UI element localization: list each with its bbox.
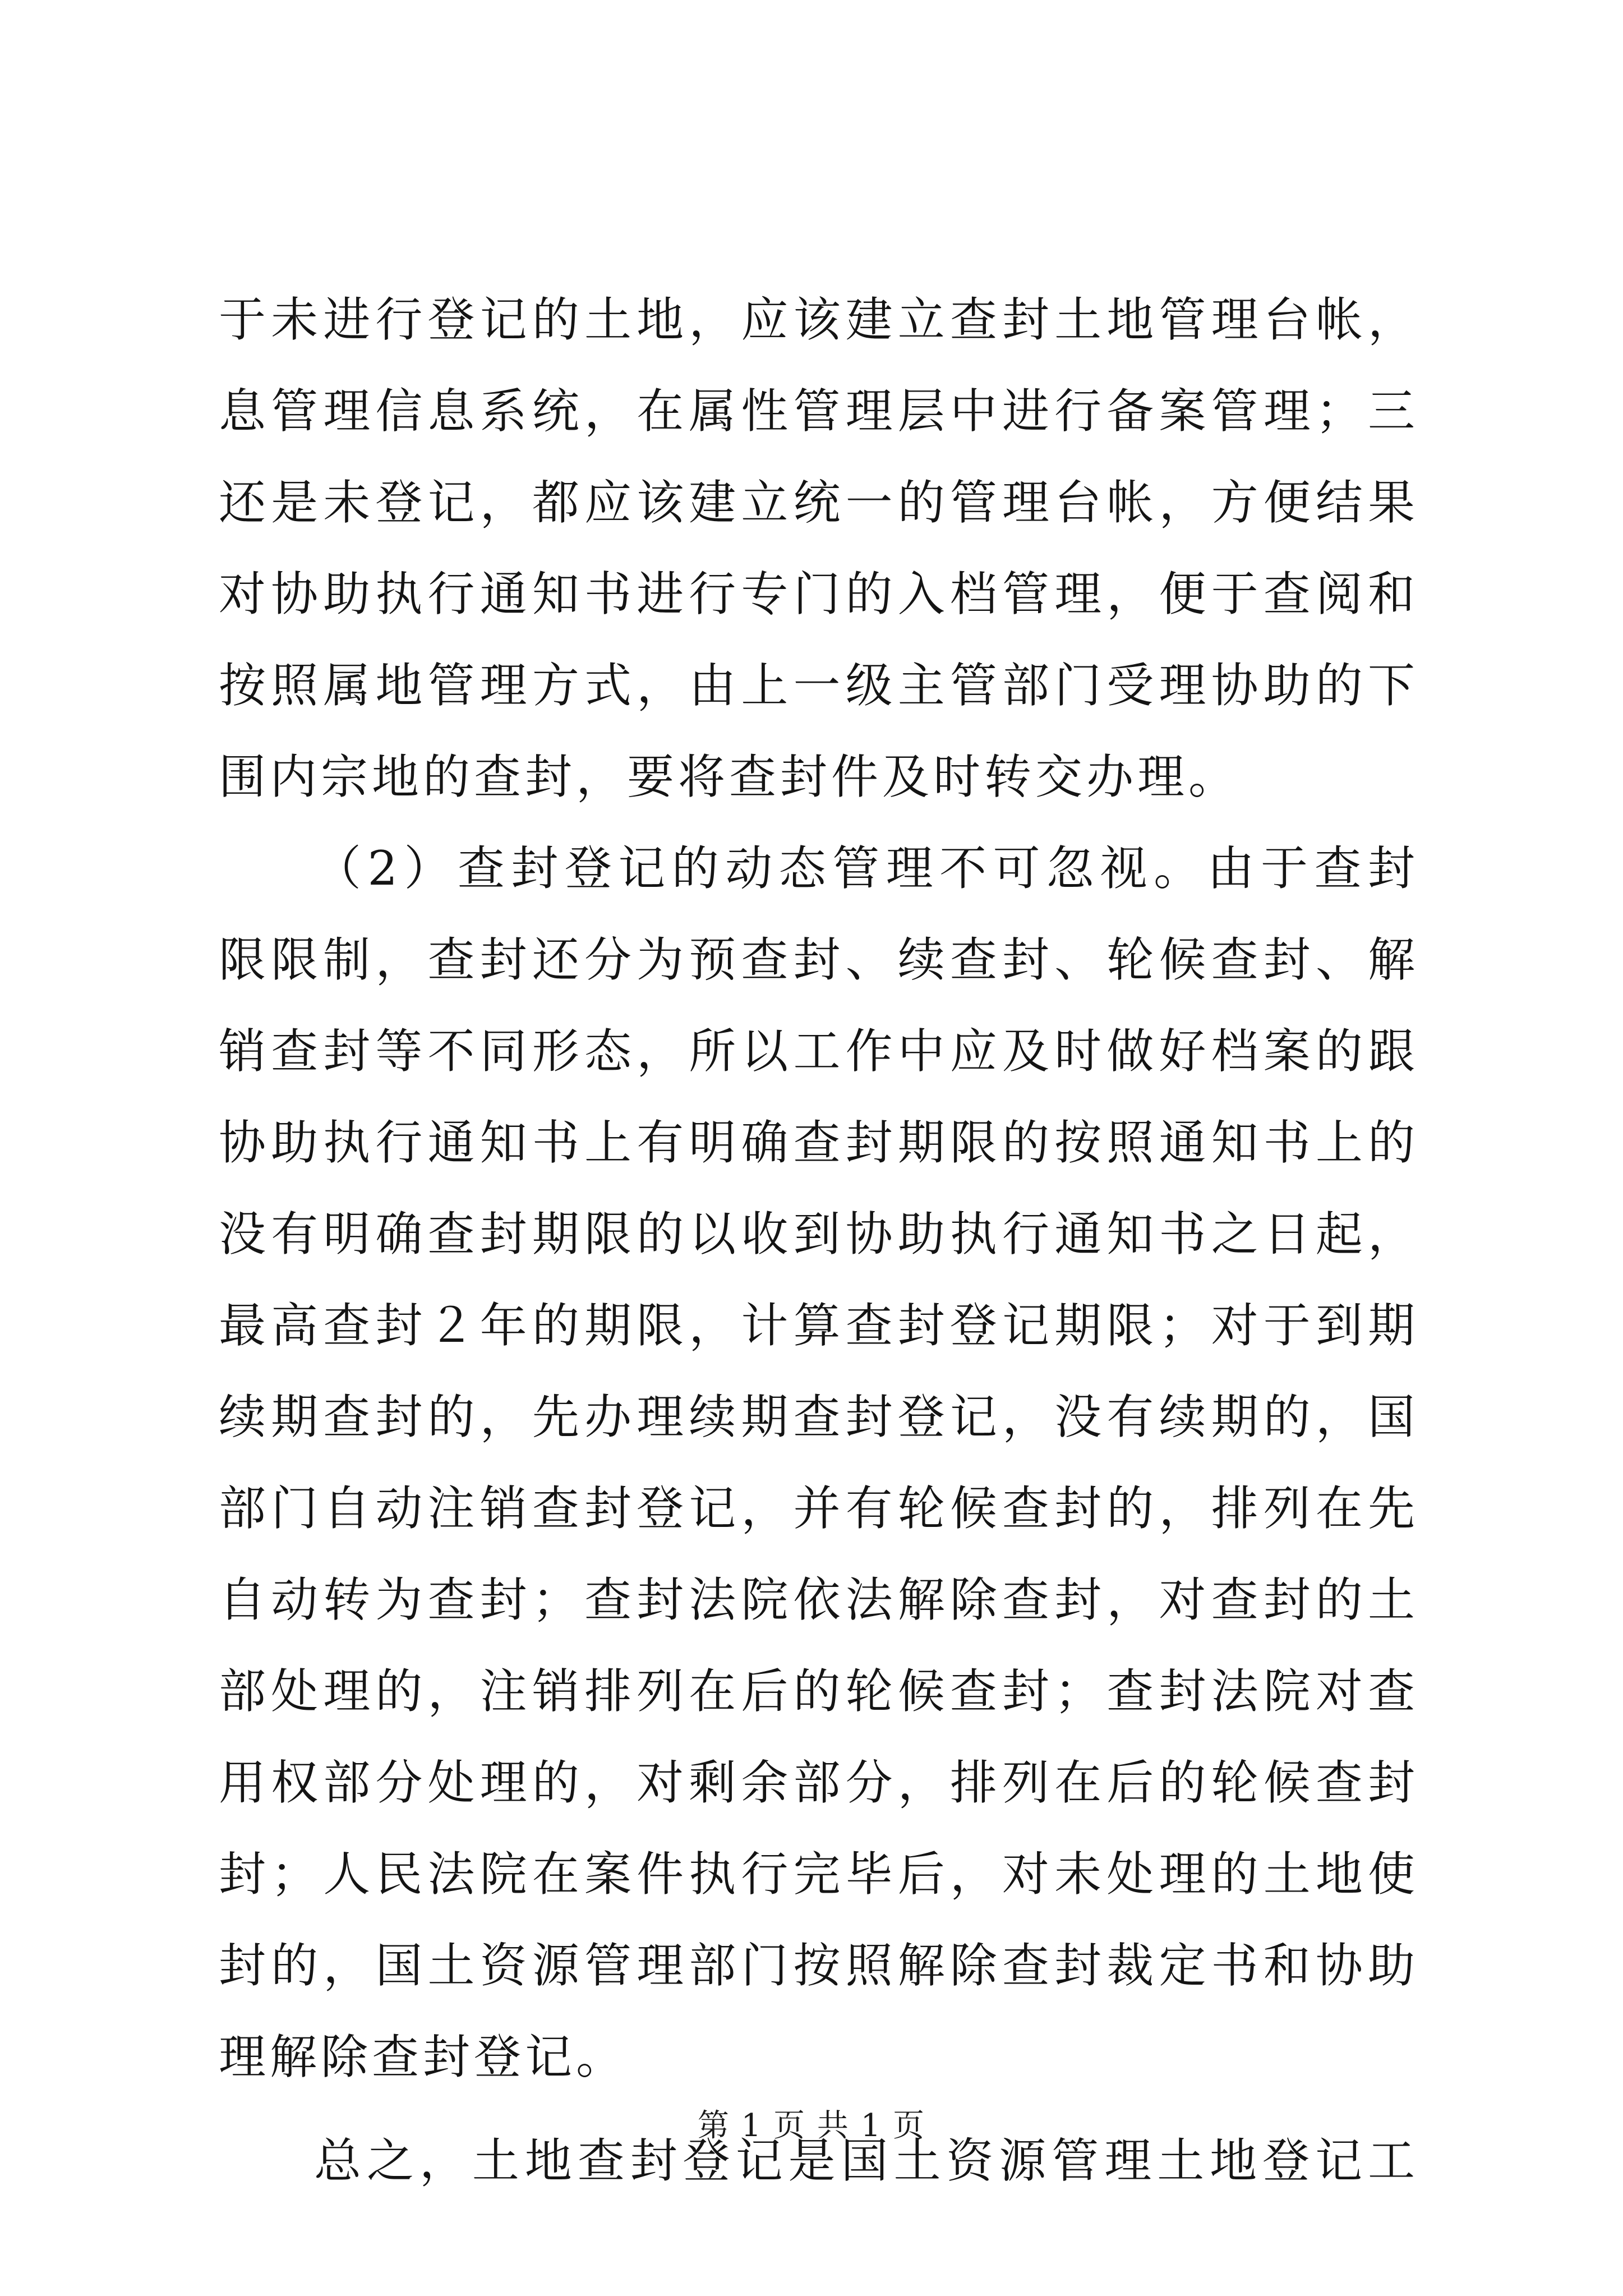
text-line: 于未进行登记的土地，应该建立查封土地管理台帐， [219, 292, 1419, 347]
text-line: 续期查封的，先办理续期查封登记，没有续期的，国 [219, 1389, 1419, 1444]
text-line: 息管理信息系统，在属性管理层中进行备案管理；三 [219, 384, 1419, 439]
paragraph-start-line: 总之，土地查封登记是国土资源管理土地登记工 [314, 2133, 1419, 2188]
text-line: 封；人民法院在案件执行完毕后，对未处理的土地使 [219, 1847, 1419, 1902]
text-line: 部处理的，注销排列在后的轮候查封；查封法院对查 [219, 1664, 1419, 1719]
text-line: 没有明确查封期限的以收到协助执行通知书之日起， [219, 1207, 1419, 1262]
text-line: 自动转为查封；查封法院依法解除查封，对查封的土 [219, 1572, 1419, 1627]
text-line: 封的，国土资源管理部门按照解除查封裁定书和协助 [219, 1938, 1419, 1993]
text-line: 销查封等不同形态，所以工作中应及时做好档案的跟 [219, 1024, 1419, 1079]
text-line: 部门自动注销查封登记，并有轮候查封的，排列在先 [219, 1481, 1419, 1536]
text-line: 最高查封２年的期限，计算查封登记期限；对于到期 [219, 1298, 1419, 1353]
text-line: 用权部分处理的，对剩余部分，排列在后的轮候查封 [219, 1755, 1419, 1810]
document-body [219, 292, 1419, 2224]
paragraph-start-line: （2）查封登记的动态管理不可忽视。由于查封 [314, 841, 1419, 896]
text-line: 对协助执行通知书进行专门的入档管理，便于查阅和 [219, 567, 1419, 622]
text-line: 限限制，查封还分为预查封、续查封、轮候查封、解 [219, 932, 1419, 987]
page-footer: 第 1 页 共 1 页 [697, 2108, 926, 2144]
text-line: 理解除查封登记。 [219, 2030, 628, 2085]
text-line: 按照属地管理方式，由上一级主管部门受理协助的下 [219, 658, 1419, 713]
text-line: 还是未登记，都应该建立统一的管理台帐，方便结果 [219, 475, 1419, 530]
text-line: 协助执行通知书上有明确查封期限的按照通知书上的 [219, 1115, 1419, 1170]
text-line: 围内宗地的查封，要将查封件及时转交办理。 [219, 749, 1240, 804]
